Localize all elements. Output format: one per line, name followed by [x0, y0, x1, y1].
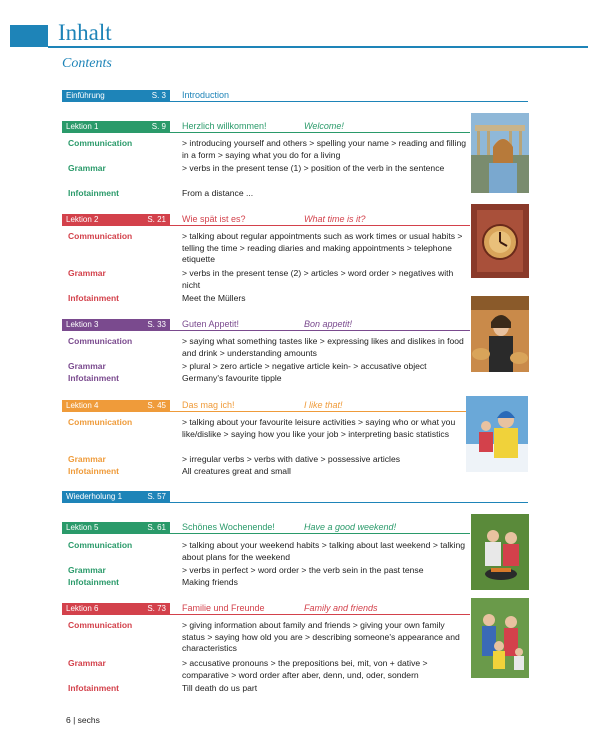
lesson2-bar[interactable]: [62, 214, 170, 225]
lesson3-grammar-label: Grammar: [68, 361, 106, 371]
lesson4-rule: [62, 411, 470, 412]
lesson1-grammar-text: > verbs in the present tense (1) > position of the verb in the sentence: [182, 163, 445, 173]
header-rule: [48, 46, 588, 48]
lesson3-rule: [62, 330, 470, 331]
lesson2-page: S. 21: [147, 215, 166, 224]
clock-tower-photo: [471, 204, 529, 278]
lesson4-communication-text: > talking about your favourite leisure activities > saying who or what you like/dislike > saying how you like your job > interpreting basic statistics: [182, 417, 456, 439]
lesson2-grammar-text: > verbs in the present tense (2) > articles > word order > negatives with nicht: [182, 268, 454, 290]
lesson2-infotainment-label: Infotainment: [68, 293, 119, 303]
lesson3-label: Lektion 3: [66, 320, 99, 329]
lesson1-grammar-label: Grammar: [68, 163, 106, 173]
lesson1-title[interactable]: Herzlich willkommen!: [182, 121, 267, 131]
lesson4-grammar-label: Grammar: [68, 454, 106, 464]
lesson1-label: Lektion 1: [66, 122, 99, 131]
lesson4-infotainment-label: Infotainment: [68, 466, 119, 476]
page-title: Inhalt: [58, 20, 112, 45]
lesson4-page: S. 45: [147, 401, 166, 410]
barbecue-photo: [471, 514, 529, 590]
intro-bar[interactable]: [62, 90, 170, 101]
lesson5-bar[interactable]: [62, 522, 170, 533]
lesson6-rule: [62, 614, 470, 615]
lesson3-infotainment-text: Germany's favourite tipple: [182, 373, 282, 383]
lesson4-grammar-text: > irregular verbs > verbs with dative > possessive articles: [182, 454, 401, 464]
lesson6-communication-text: > giving information about family and friends > giving your own family status > saying how old you are > describing someone's appearance and characteristics: [182, 620, 460, 654]
lesson1-infotainment-label: Infotainment: [68, 188, 119, 198]
review-page: S. 57: [147, 492, 166, 501]
lesson2-rule: [62, 225, 470, 226]
lesson3-infotainment-label: Infotainment: [68, 373, 119, 383]
header-accent-block: [10, 25, 48, 47]
lesson2-communication-text: > talking about regular appointments such as work times or usual habits > telling the time > reading diaries and making appointments > telephone etiquette: [182, 231, 463, 265]
brandenburg-gate-photo: [471, 113, 529, 193]
lesson6-grammar-label: Grammar: [68, 658, 106, 668]
lesson2-title[interactable]: Wie spät ist es?: [182, 214, 246, 224]
review-bar[interactable]: [62, 491, 170, 502]
family-photo: [471, 598, 529, 678]
bakery-photo: [471, 296, 529, 372]
lesson5-infotainment-text: Making friends: [182, 577, 238, 587]
lesson5-page: S. 61: [147, 523, 166, 532]
lesson3-communication-text: > saying what something tastes like > expressing likes and dislikes in food and drink > understanding amounts: [182, 336, 464, 358]
lesson2-communication-label: Communication: [68, 231, 133, 241]
lesson1-communication-text: > introducing yourself and others > spelling your name > reading and filling in a form > saying what you do for a living: [182, 138, 467, 160]
lesson5-grammar-label: Grammar: [68, 565, 106, 575]
intro-title[interactable]: Introduction: [182, 90, 230, 100]
lesson6-bar[interactable]: [62, 603, 170, 614]
lesson5-label: Lektion 5: [66, 523, 99, 532]
lesson6-infotainment-label: Infotainment: [68, 683, 119, 693]
intro-rule: [62, 101, 528, 102]
lesson4-english: I like that!: [304, 400, 343, 410]
lesson5-rule: [62, 533, 470, 534]
lesson6-grammar-text: > accusative pronouns > the prepositions bei, mit, von + dative > comparative > word order after aber, denn, und, oder, sondern: [182, 658, 428, 680]
lesson6-title[interactable]: Familie und Freunde: [182, 603, 265, 613]
page-subtitle: Contents: [62, 56, 112, 71]
lesson1-communication-label: Communication: [68, 138, 133, 148]
lesson5-grammar-text: > verbs in perfect > word order > the verb sein in the past tense: [182, 565, 424, 575]
lesson6-communication-label: Communication: [68, 620, 133, 630]
lesson5-title[interactable]: Schönes Wochenende!: [182, 522, 275, 532]
lesson3-page: S. 33: [147, 320, 166, 329]
lesson3-bar[interactable]: [62, 319, 170, 330]
lesson1-bar[interactable]: [62, 121, 170, 132]
lesson6-english: Family and friends: [304, 603, 378, 613]
lesson4-infotainment-text: All creatures great and small: [182, 466, 291, 476]
lesson5-english: Have a good weekend!: [304, 522, 397, 532]
lesson2-label: Lektion 2: [66, 215, 99, 224]
lesson4-label: Lektion 4: [66, 401, 99, 410]
lesson3-grammar-text: > plural > zero article > negative article kein- > accusative object: [182, 361, 427, 371]
lesson5-communication-text: > talking about your weekend habits > talking about last weekend > talking about plans for the weekend: [182, 540, 466, 562]
lesson3-title[interactable]: Guten Appetit!: [182, 319, 240, 329]
lesson6-infotainment-text: Till death do us part: [182, 683, 258, 693]
lesson1-infotainment-text: From a distance ...: [182, 188, 254, 198]
review-rule: [62, 502, 528, 503]
intro-page: S. 3: [151, 91, 166, 100]
lesson6-page: S. 73: [147, 604, 166, 613]
intro-label: Einführung: [66, 91, 105, 100]
lesson5-infotainment-label: Infotainment: [68, 577, 119, 587]
lesson1-page: S. 9: [151, 122, 166, 131]
review-label: Wiederholung 1: [66, 492, 123, 501]
lesson6-label: Lektion 6: [66, 604, 99, 613]
lesson3-english: Bon appetit!: [304, 319, 353, 329]
ski-photo: [466, 396, 528, 472]
page-number: 6 | sechs: [66, 715, 100, 725]
lesson2-english: What time is it?: [304, 214, 366, 224]
lesson2-grammar-label: Grammar: [68, 268, 106, 278]
lesson4-bar[interactable]: [62, 400, 170, 411]
lesson4-title[interactable]: Das mag ich!: [182, 400, 235, 410]
lesson3-communication-label: Communication: [68, 336, 133, 346]
lesson4-communication-label: Communication: [68, 417, 133, 427]
lesson1-rule: [62, 132, 470, 133]
lesson1-english: Welcome!: [304, 121, 344, 131]
lesson2-infotainment-text: Meet the Müllers: [182, 293, 246, 303]
lesson5-communication-label: Communication: [68, 540, 133, 550]
